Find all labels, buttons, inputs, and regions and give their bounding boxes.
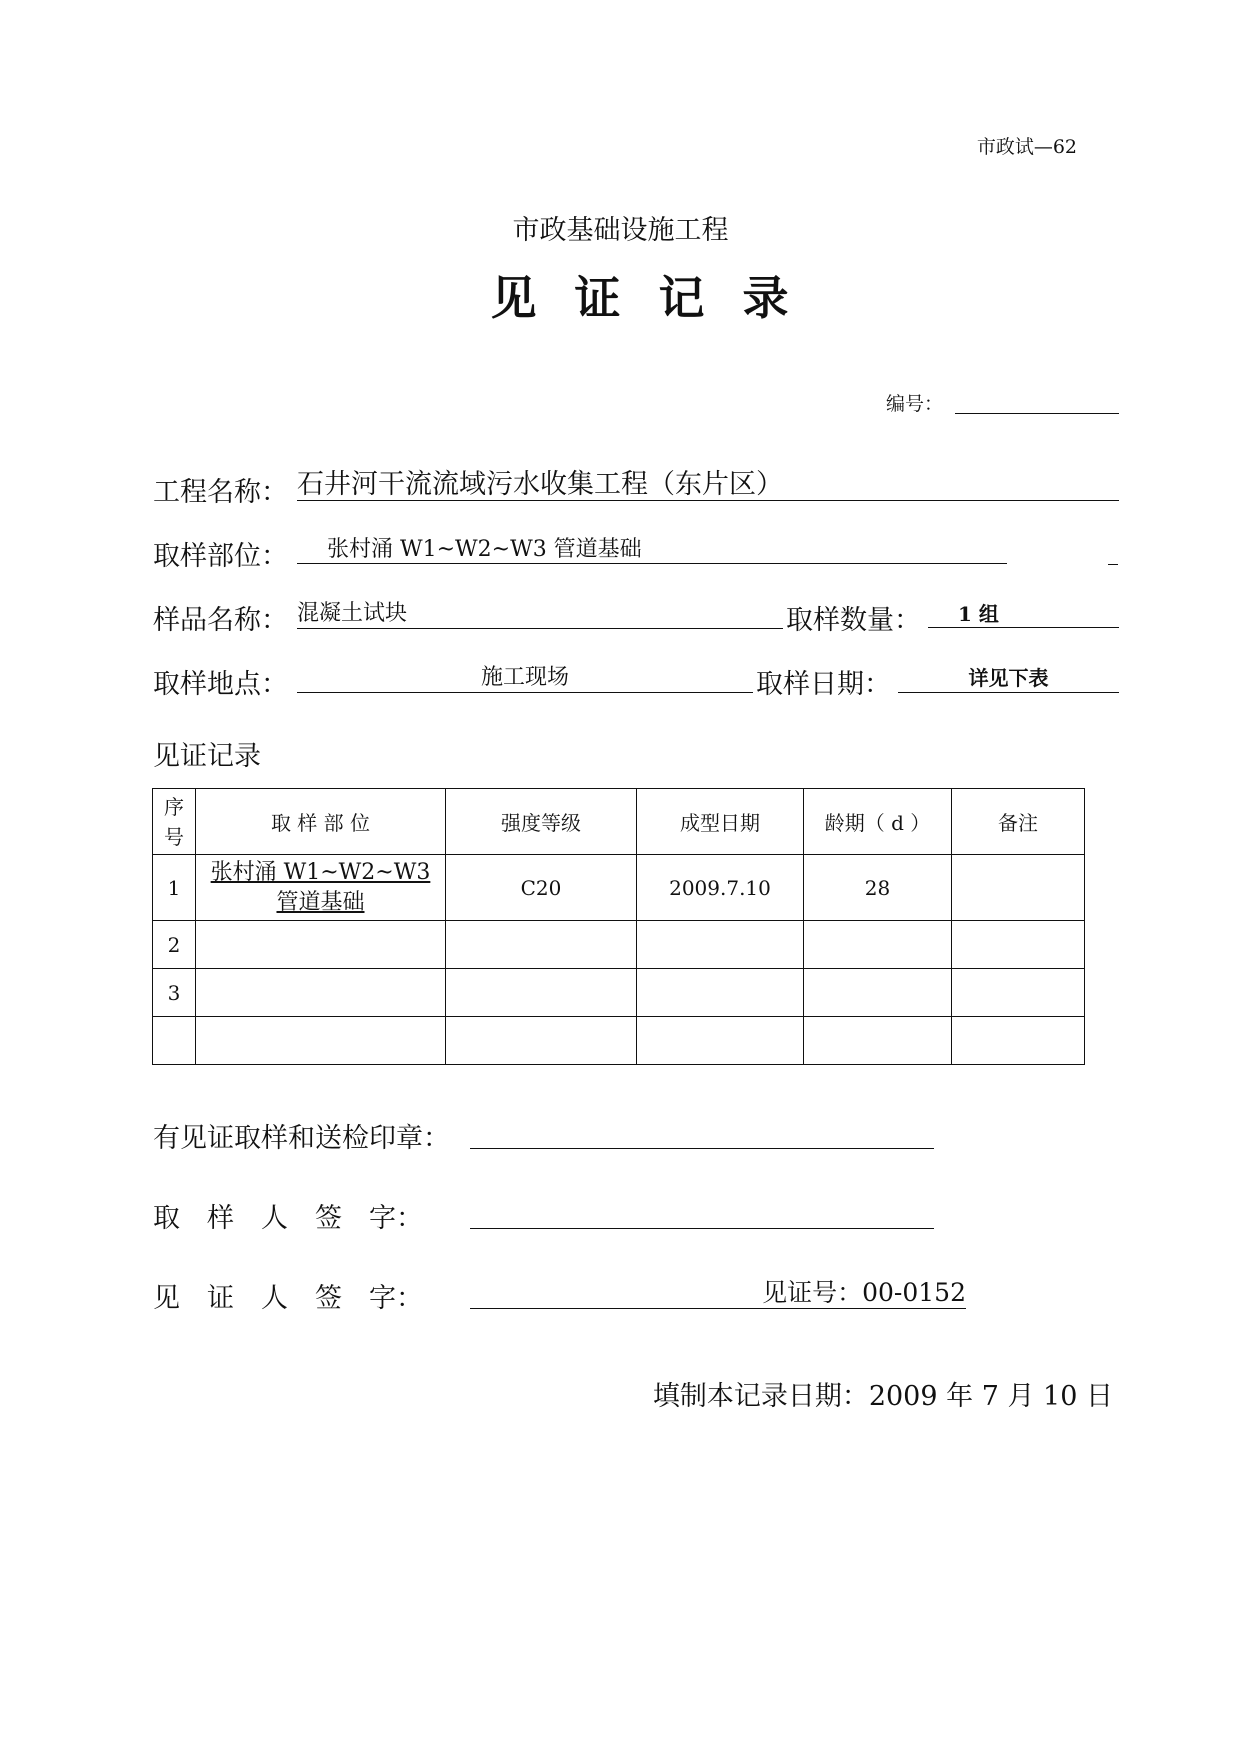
row-age[interactable]	[804, 969, 952, 1017]
row-sampling-part[interactable]	[196, 921, 446, 969]
row-sampling-part[interactable]	[196, 1017, 446, 1065]
header-index: 序 号	[153, 789, 196, 855]
sampling-part-field[interactable]: 张村涌 W1~W2~W3 管道基础	[297, 536, 1007, 564]
document-subtitle: 市政基础设施工程	[512, 215, 729, 246]
row-forming-date: 2009.7.10	[637, 855, 804, 921]
seal-label: 有见证取样和送检印章：	[153, 1123, 450, 1154]
row-forming-date[interactable]	[637, 921, 804, 969]
row-index	[153, 1017, 196, 1065]
sample-qty-field[interactable]: 1 组	[928, 600, 1119, 628]
witness-number: 见证号：00-0152	[762, 1278, 966, 1307]
record-table	[152, 788, 1085, 1065]
row-age[interactable]	[804, 921, 952, 969]
row-remarks[interactable]	[952, 855, 1085, 921]
row-index: 1	[153, 855, 196, 921]
header-sampling-part: 取 样 部 位	[196, 789, 446, 855]
project-name-label: 工程名称：	[153, 477, 288, 508]
row-sampling-part: 张村涌 W1~W2~W3 管道基础	[196, 855, 446, 921]
project-name-field[interactable]: 石井河干流流域污水收集工程（东片区）	[297, 470, 1119, 501]
sampling-part-tail-line	[1108, 540, 1118, 565]
document-title: 见证记录	[490, 271, 827, 325]
seal-field[interactable]	[470, 1118, 934, 1149]
record-heading: 见证记录	[153, 741, 261, 772]
row-strength-grade[interactable]	[446, 1017, 637, 1065]
row-remarks[interactable]	[952, 969, 1085, 1017]
row-strength-grade[interactable]	[446, 969, 637, 1017]
row-remarks[interactable]	[952, 921, 1085, 969]
row-forming-date[interactable]	[637, 969, 804, 1017]
sample-qty-label: 取样数量：	[786, 605, 921, 636]
sampling-place-label: 取样地点：	[153, 669, 288, 700]
row-forming-date[interactable]	[637, 1017, 804, 1065]
witness-signature-field[interactable]	[470, 1278, 966, 1309]
header-strength-grade: 强度等级	[446, 789, 637, 855]
table-row	[153, 1017, 1085, 1065]
row-index: 3	[153, 969, 196, 1017]
sampler-signature-label: 取 样 人 签 字：	[153, 1203, 423, 1234]
sampling-date-field[interactable]: 详见下表	[898, 664, 1119, 693]
header-remarks: 备注	[952, 789, 1085, 855]
table-row	[153, 969, 1085, 1017]
serial-field[interactable]	[955, 392, 1119, 414]
sample-name-label: 样品名称：	[153, 605, 288, 636]
sampler-signature-field[interactable]	[470, 1198, 934, 1229]
row-age[interactable]	[804, 1017, 952, 1065]
row-sampling-part[interactable]	[196, 969, 446, 1017]
fill-date: 填制本记录日期：2009 年 7 月 10 日	[652, 1381, 1113, 1412]
form-code: 市政试—62	[976, 136, 1077, 158]
header-age: 龄期（ d ）	[804, 789, 952, 855]
sample-name-field[interactable]: 混凝土试块	[297, 600, 783, 629]
row-strength-grade[interactable]	[446, 921, 637, 969]
row-age: 28	[804, 855, 952, 921]
row-remarks[interactable]	[952, 1017, 1085, 1065]
serial-label: 编号：	[886, 393, 944, 415]
sampling-part-label: 取样部位：	[153, 541, 288, 572]
table-row	[153, 921, 1085, 969]
witness-signature-label: 见 证 人 签 字：	[153, 1283, 423, 1314]
table-row	[153, 855, 1085, 921]
header-forming-date: 成型日期	[637, 789, 804, 855]
row-strength-grade: C20	[446, 855, 637, 921]
sampling-place-field[interactable]: 施工现场	[297, 664, 753, 693]
row-index: 2	[153, 921, 196, 969]
table-header-row	[153, 789, 1085, 855]
sampling-date-label: 取样日期：	[756, 669, 891, 700]
